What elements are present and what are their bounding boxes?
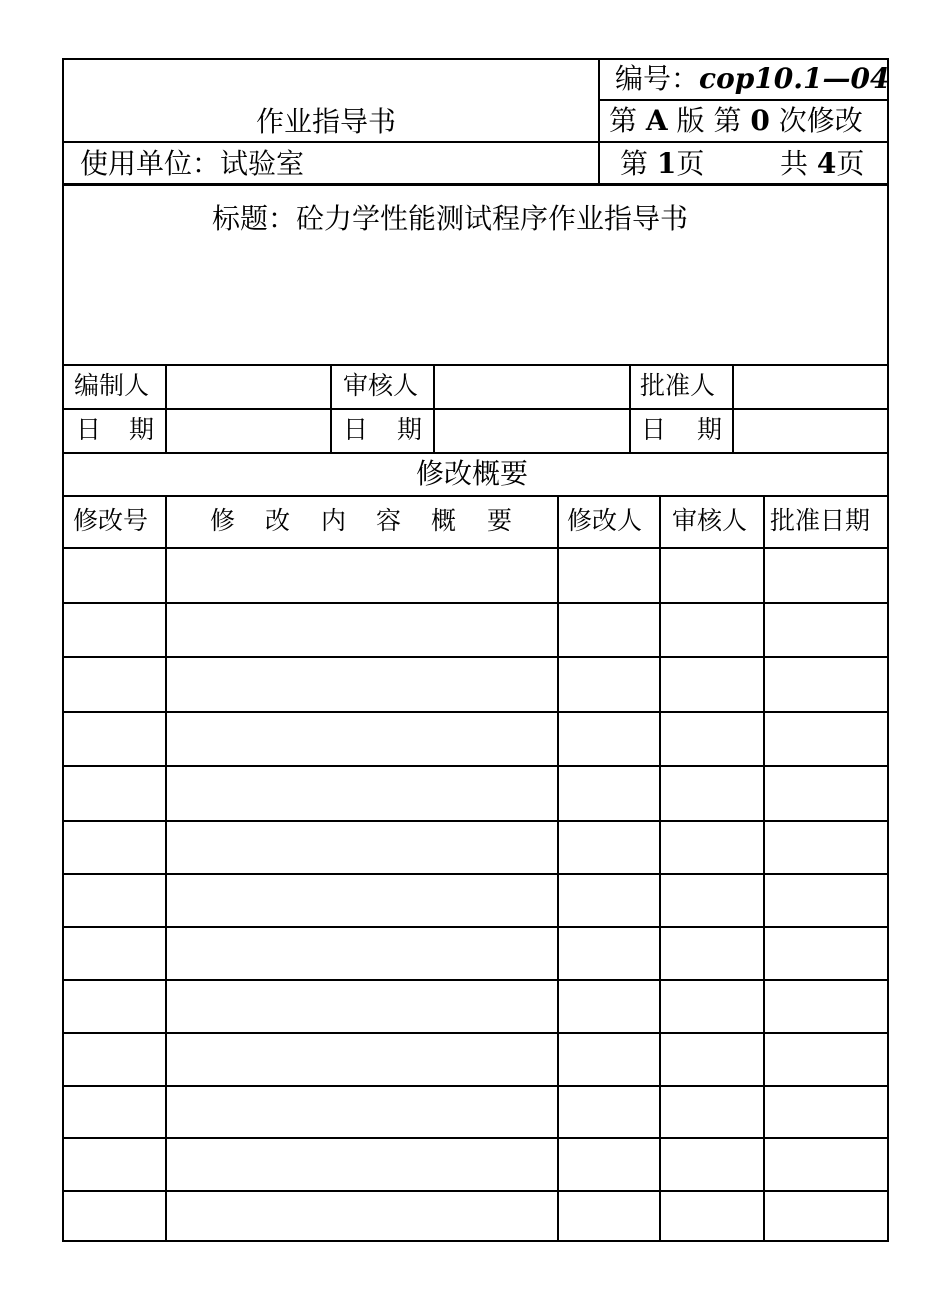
revision-col-line-4	[763, 495, 765, 1242]
compile-date-label-a: 日	[76, 415, 102, 444]
page-total-prefix: 共	[780, 147, 817, 180]
col-header-content-3: 内	[321, 506, 347, 535]
revision-col-line-2	[557, 495, 559, 1242]
revision-section-title: 修改概要	[416, 457, 529, 490]
col-header-content-4: 容	[376, 506, 402, 535]
version-value-a: A	[645, 104, 668, 137]
version-text-2: 版 第	[667, 104, 751, 137]
col-header-content-6: 要	[487, 506, 513, 535]
approver-label: 批准人	[640, 371, 716, 400]
page-total-suffix: 页	[836, 147, 865, 180]
compiler-label: 编制人	[74, 371, 150, 400]
compile-date-label-b: 期	[129, 415, 155, 444]
document-title: 标题：砼力学性能测试程序作业指导书	[212, 202, 689, 235]
revision-col-line-1	[165, 495, 167, 1242]
doc-number-label: 编号：	[615, 62, 700, 95]
usage-unit: 使用单位：试验室	[80, 147, 305, 180]
approve-date-label-a: 日	[641, 415, 667, 444]
page-current-suffix: 页	[676, 147, 705, 180]
col-header-revision-no: 修改号	[73, 506, 149, 535]
col-header-content-1: 修	[210, 506, 236, 535]
col-header-content-5: 概	[431, 506, 457, 535]
review-date-label-b: 期	[397, 415, 423, 444]
revision-col-line-3	[659, 495, 661, 1242]
col-header-content-2: 改	[265, 506, 291, 535]
page-current-number: 1	[656, 147, 677, 180]
review-date-label-a: 日	[343, 415, 369, 444]
version-value-0: 0	[750, 104, 770, 137]
version-text-3: 次修改	[769, 104, 863, 137]
version-text-1: 第	[609, 104, 646, 137]
col-header-reviewer: 审核人	[672, 506, 748, 535]
doc-number-value: cop10.1—04	[699, 62, 890, 95]
col-header-modifier: 修改人	[567, 506, 643, 535]
doc-type-title: 作业指导书	[256, 105, 397, 138]
page-current-prefix: 第	[620, 147, 657, 180]
reviewer-label: 审核人	[343, 371, 419, 400]
approve-date-label-b: 期	[697, 415, 723, 444]
page-total-number: 4	[816, 147, 837, 180]
col-header-approval-date: 批准日期	[770, 506, 871, 535]
